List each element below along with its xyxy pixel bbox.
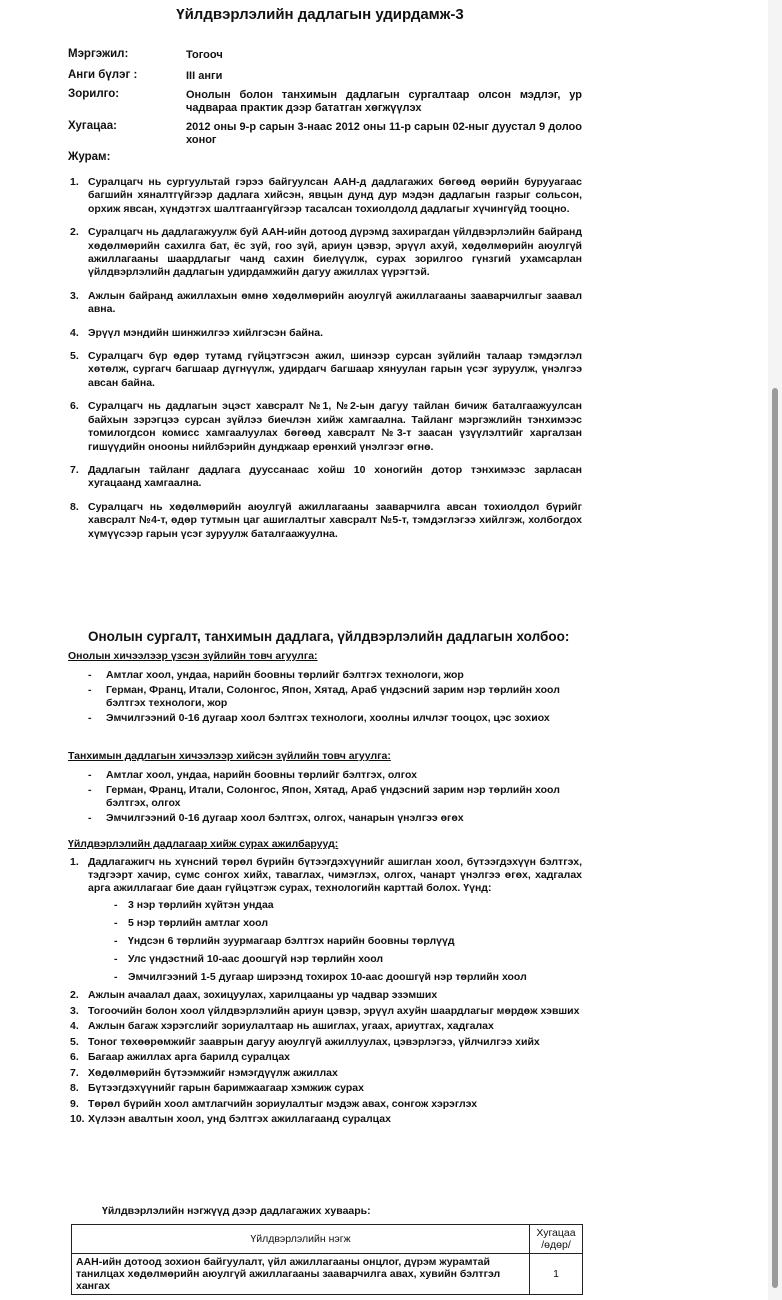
list-item — [68, 1082, 582, 1095]
item-number: 9. — [70, 1097, 79, 1110]
rule-item — [68, 501, 582, 541]
rule-text: Суралцагч нь дадлагажуулж буй ААН-ийн дотоод дүрэмд захирагдан үйлдвэрлэлийн байранд хөдөлмөрийн сахилга бат, ёс зүй, гоо зүй, ариун цэвэр, эрүүл ахуй, хөдөлмөрийн аюулгүй ажиллагааны шаардлагыг чанд сахин биелүүлж, сурах зорилгоо гүнзгий ухамсарлан үйлдвэрлэлийн дадлагын удирдамжийн дагуу ажиллах үүрэгтэй. — [88, 226, 582, 279]
table-row — [72, 1254, 583, 1295]
list-item: - Эмчилгээний 0-16 дугаар хоол бэлтгэх технологи, хоолны илчлэг тооцох, цэс зохиох — [88, 712, 582, 725]
days-cell: 1 — [530, 1254, 583, 1295]
list-item — [68, 1098, 582, 1111]
section-title: Онолын сургалт, танхимын дадлага, үйлдвэрлэлийн дадлагын холбоо: — [88, 629, 570, 644]
column-header-unit: Үйлдвэрлэлийн нэгж — [72, 1225, 530, 1254]
rule-item — [68, 464, 582, 491]
rule-text: Эрүүл мэндийн шинжилгээ хийлгэсэн байна. — [88, 326, 323, 339]
sub-list-item: - 3 нэр төрлийн хүйтэн ундаа — [114, 899, 582, 912]
rule-text: Ажлын байранд ажиллахын өмнө хөдөлмөрийн аюулгүй ажиллагааны зааварчилгыг заавал авна. — [88, 289, 582, 316]
rules-label: Журам: — [68, 151, 111, 163]
theory-list — [88, 669, 582, 727]
goal-value: Онолын болон танхимын дадлагын сургалтаар олсон мэдлэг, ур чадвараа практик дээр бататган хөгжүүлэх — [186, 89, 582, 114]
rule-text: Суралцагч бүр өдөр тутамд гүйцэтгэсэн ажил, шинээр сурсан зүйлийн талаар тэмдэглэл хөтөлж, сургагч багшаар дүгнүүлж, удирдагч багшаар хянуулан гарын үсэг зуруулж, үнэлгээ авсан байна. — [88, 350, 582, 389]
item-number: 3. — [70, 1004, 79, 1017]
item-number: 5. — [70, 1035, 79, 1048]
document-title: Үйлдвэрлэлийн дадлагын удирдамж-3 — [176, 6, 464, 23]
item-number: 4. — [70, 1020, 79, 1032]
rule-item — [68, 290, 582, 317]
list-item: - Герман, Франц, Итали, Солонгос, Япон, Хятад, Араб үндэсний зарим нэр төрлийн хоол бэлтгэх технологи, жор — [88, 684, 582, 710]
rule-number: 2. — [70, 226, 79, 239]
goal-label: Зорилго: — [68, 88, 120, 100]
rule-item — [68, 327, 582, 340]
list-item: - Герман, Франц, Итали, Солонгос, Япон, Хятад, Араб үндэсний зарим нэр төрлийн хоол бэлтгэх, олгох — [88, 784, 582, 810]
item-number: 1. — [70, 856, 79, 868]
rule-text: Дадлагын тайланг дадлага дууссанаас хойш 10 хоногийн дотор тэнхимээс зарласан хугацаанд хамгаална. — [88, 463, 582, 490]
group-label: Анги бүлэг : — [68, 69, 138, 81]
item-text: Хөдөлмөрийн бүтээмжийг нэмэгдүүлж ажиллах — [88, 1066, 338, 1079]
rule-number: 5. — [70, 350, 79, 363]
column-header-days: Хугацаа /өдөр/ — [530, 1225, 583, 1254]
activity-cell: ААН-ийн дотоод зохион байгуулалт, үйл ажиллагааны онцлог, дүрэм журамтай танилцах хөдөлмөрийн аюулгүй ажиллагааны зааварчилга авах, хувийн бэлтгэл хангах — [72, 1254, 530, 1295]
rule-number: 8. — [70, 500, 79, 513]
rule-number: 4. — [70, 326, 79, 339]
rule-item — [68, 176, 582, 216]
rule-item — [68, 226, 582, 280]
rule-number: 1. — [70, 176, 79, 188]
sub-list-item: - 5 нэр төрлийн амтлаг хоол — [114, 917, 582, 930]
item-text: Ажлын ачаалал даах, зохицуулах, харилцааны ур чадвар эзэмших — [88, 989, 438, 1001]
rule-item — [68, 350, 582, 390]
item-number: 8. — [70, 1082, 79, 1094]
rule-text: Суралцагч нь сургуультай гэрээ байгуулсан ААН-д дадлагажих бөгөөд өөрийн бурууагаас багшийн хяналтгүйгээр дадлага хийсэн, явцын дунд дур мэдэн дадлагын газрыг сольсон, орхиж явсан, хүндэтгэх шалтгаангүйгээр тасалсан тохиолдолд дадлагыг хүчингүйд тооцно. — [88, 176, 582, 215]
item-number: 10. — [70, 1113, 85, 1125]
list-item — [68, 989, 582, 1002]
workshop-heading: Танхимын дадлагын хичээлээр хийсэн зүйлийн товч агуулга: — [68, 750, 391, 762]
rule-text: Суралцагч нь дадлагын эцэст хавсралт №1, №2-ын дагуу тайлан бичиж баталгаажуулсан байхын зэрэгцээ сурсан зүйлээ биечлэн хийж хамгаална. Тайланг мэргэжлийн тэнхимээс томилогдсон комисс хамгаалуулах бөгөөд хавсралт №3-т заасан үзүүлэлтийг харгалзан гишүүдийн онооны нийлбэрийн дунджаар ерөнхий үнэлгээг өгнө. — [88, 400, 582, 453]
theory-heading: Онолын хичээлээр үзсэн зүйлийн товч агуулга: — [68, 650, 318, 662]
sub-list-item: - Үндсэн 6 төрлийн зуурмагаар бэлтгэх нарийн боовны төрлүүд — [114, 935, 582, 948]
rule-text: Суралцагч нь хөдөлмөрийн аюулгүй ажиллагааны зааварчилга авсан тохиолдол бүрийг хавсралт №4-т, өдөр тутмын цаг ашиглалтыг хавсралт №5-т, тэмдэглэгээ хийлгэж, холбогдох хүмүүсээр гарын үсэг зуруулж баталгаажуулна. — [88, 500, 582, 540]
item-text: Бүтээгдэхүүнийг гарын баримжаагаар хэмжиж сурах — [88, 1082, 364, 1094]
profession-value: Тогооч — [186, 49, 223, 61]
skills-heading: Үйлдвэрлэлийн дадлагаар хийж сурах ажилбарууд: — [68, 838, 339, 850]
profession-label: Мэргэжил: — [68, 48, 129, 60]
duration-value: 2012 оны 9-р сарын 3-наас 2012 оны 11-р сарын 02-ныг дуустал 9 долоо хоног — [186, 121, 582, 146]
table-header-row — [72, 1225, 583, 1254]
sub-list — [114, 899, 582, 984]
list-item — [68, 856, 582, 984]
list-item — [68, 1051, 582, 1064]
list-item — [68, 1005, 582, 1018]
item-text: Ажлын багаж хэрэгслийг зориулалтаар нь ашиглах, угаах, ариутгах, хадгалах — [88, 1020, 494, 1032]
rule-number: 7. — [70, 463, 79, 476]
item-number: 2. — [70, 989, 79, 1001]
list-item — [68, 1036, 582, 1049]
list-item: - Амтлаг хоол, ундаа, нарийн боовны төрлийг бэлтгэх, олгох — [88, 769, 582, 782]
workshop-list — [88, 769, 582, 827]
item-text: Тогоочийн болон хоол үйлдвэрлэлийн ариун цэвэр, эрүүл ахуйн шаардлагыг мөрдөж хэвших — [88, 1004, 580, 1017]
item-text: Дадлагажигч нь хүнсний төрөл бүрийн бүтээгдэхүүнийг ашиглан хоол, бүтээгдэхүүн бэлтгэх, тэдгээрт хачир, сүмс сонгох хийх, таваглах, чимэглэх, олгох, чанарт үнэлгээ өгөх, хадгалах арга ажиллагааг бие даан гүйцэтгэж сурах, технологийн карттай болох. Үүнд: — [88, 856, 582, 894]
scrollbar-thumb[interactable] — [772, 388, 778, 1288]
rule-item — [68, 400, 582, 454]
sub-list-item: - Улс үндэстний 10-аас доошгүй нэр төрлийн хоол — [114, 953, 582, 966]
item-text: Багаар ажиллах арга барилд суралцах — [88, 1051, 291, 1063]
rule-number: 6. — [70, 400, 79, 413]
list-item: - Эмчилгээний 0-16 дугаар хоол бэлтгэх, олгох, чанарын үнэлгээ өгөх — [88, 812, 582, 825]
vertical-scrollbar[interactable] — [768, 0, 782, 1300]
schedule-title: Үйлдвэрлэлийн нэгжүүд дээр дадлагажих хуваарь: — [102, 1205, 371, 1217]
item-text: Тоног төхөөрөмжийг зааврын дагуу аюулгүй ажиллуулах, цэвэрлэгээ, үйлчилгээ хийх — [88, 1035, 540, 1048]
sub-list-item: - Эмчилгээний 1-5 дугаар ширээнд тохирох 10-аас доошгүй нэр төрлийн хоол — [114, 971, 582, 984]
group-value: III анги — [186, 70, 223, 82]
list-item — [68, 1067, 582, 1080]
item-text: Хүлээн авалтын хоол, унд бэлтгэх ажиллагаанд суралцах — [88, 1113, 391, 1125]
duration-label: Хугацаа: — [68, 120, 117, 132]
schedule-table — [71, 1224, 583, 1295]
list-item — [68, 1113, 582, 1126]
skills-list — [68, 856, 582, 1129]
item-number: 7. — [70, 1066, 79, 1079]
list-item — [68, 1020, 582, 1033]
rule-number: 3. — [70, 289, 79, 302]
item-number: 6. — [70, 1051, 79, 1063]
item-text: Төрөл бүрийн хоол амтлагчийн зориулалтыг мэдэж авах, сонгож хэрэглэх — [88, 1097, 478, 1110]
list-item: - Амтлаг хоол, ундаа, нарийн боовны төрлийг бэлтгэх технологи, жор — [88, 669, 582, 682]
rules-list — [68, 176, 582, 551]
